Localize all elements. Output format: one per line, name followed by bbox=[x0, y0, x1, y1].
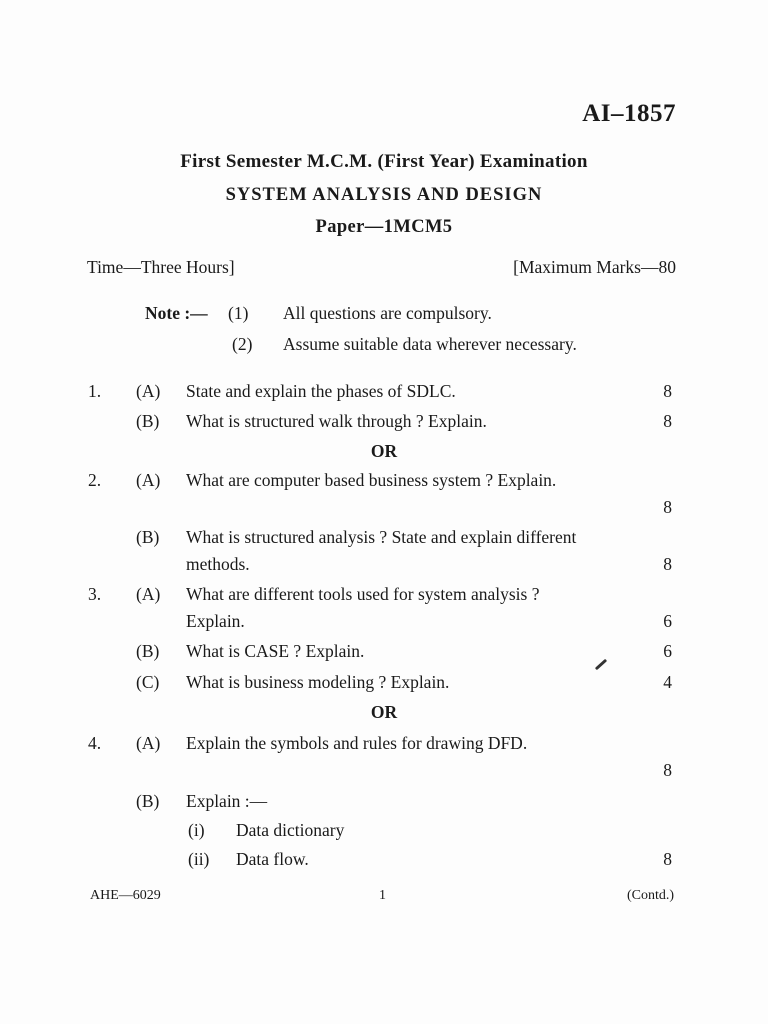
question-text: What is CASE ? Explain. bbox=[186, 641, 365, 661]
pen-mark bbox=[595, 659, 607, 671]
question-text: What is business modeling ? Explain. bbox=[186, 672, 450, 692]
question-part-label: (B) bbox=[136, 411, 160, 431]
question-marks: 8 bbox=[663, 554, 672, 574]
question-marks: 8 bbox=[663, 411, 672, 431]
question-number: 1. bbox=[88, 381, 102, 401]
question-marks: 8 bbox=[663, 497, 672, 517]
question-marks: 4 bbox=[663, 672, 672, 692]
note-label: Note :— bbox=[145, 303, 208, 323]
paper-number: Paper—1MCM5 bbox=[315, 217, 453, 237]
question-text: What is structured walk through ? Explain. bbox=[186, 411, 487, 431]
sub-item-number: (i) bbox=[188, 820, 205, 840]
question-part-label: (B) bbox=[136, 527, 160, 547]
time-allowed: Time—Three Hours] bbox=[87, 257, 235, 277]
exam-title: First Semester M.C.M. (First Year) Examination bbox=[180, 151, 588, 172]
question-part-label: (B) bbox=[136, 791, 160, 811]
sub-item-text: Data flow. bbox=[236, 849, 309, 869]
question-text: What are computer based business system ? Explain. bbox=[186, 470, 557, 490]
question-text: State and explain the phases of SDLC. bbox=[186, 381, 456, 401]
note-item-number: (1) bbox=[228, 303, 249, 323]
paper-code: AI–1857 bbox=[582, 100, 676, 127]
question-part-label: (A) bbox=[136, 584, 161, 604]
footer-code: AHE—6029 bbox=[90, 888, 161, 903]
question-number: 3. bbox=[88, 584, 102, 604]
or-divider: OR bbox=[370, 441, 398, 461]
question-part-label: (A) bbox=[136, 733, 161, 753]
sub-item-number: (ii) bbox=[188, 849, 210, 869]
question-marks: 8 bbox=[663, 381, 672, 401]
question-text: methods. bbox=[186, 554, 250, 574]
question-number: 2. bbox=[88, 470, 102, 490]
question-part-label: (B) bbox=[136, 641, 160, 661]
question-text: What are different tools used for system analysis ? bbox=[186, 584, 540, 604]
note-item-number: (2) bbox=[232, 334, 253, 354]
maximum-marks: [Maximum Marks—80 bbox=[513, 257, 676, 277]
question-marks: 6 bbox=[663, 641, 672, 661]
question-text: What is structured analysis ? State and explain different bbox=[186, 527, 577, 547]
question-marks: 6 bbox=[663, 611, 672, 631]
subject-title: SYSTEM ANALYSIS AND DESIGN bbox=[225, 185, 543, 205]
note-item-text: Assume suitable data wherever necessary. bbox=[283, 334, 577, 354]
note-item-text: All questions are compulsory. bbox=[283, 303, 492, 323]
question-text: Explain the symbols and rules for drawing DFD. bbox=[186, 733, 528, 753]
sub-item-text: Data dictionary bbox=[236, 820, 345, 840]
question-part-label: (A) bbox=[136, 470, 161, 490]
question-text: Explain :— bbox=[186, 791, 268, 811]
question-marks: 8 bbox=[663, 760, 672, 780]
continued-label: (Contd.) bbox=[626, 888, 674, 903]
question-number: 4. bbox=[88, 733, 102, 753]
question-marks: 8 bbox=[663, 849, 672, 869]
question-text: Explain. bbox=[186, 611, 245, 631]
question-part-label: (C) bbox=[136, 672, 160, 692]
or-divider: OR bbox=[370, 702, 398, 722]
page-number: 1 bbox=[379, 888, 386, 903]
question-part-label: (A) bbox=[136, 381, 161, 401]
